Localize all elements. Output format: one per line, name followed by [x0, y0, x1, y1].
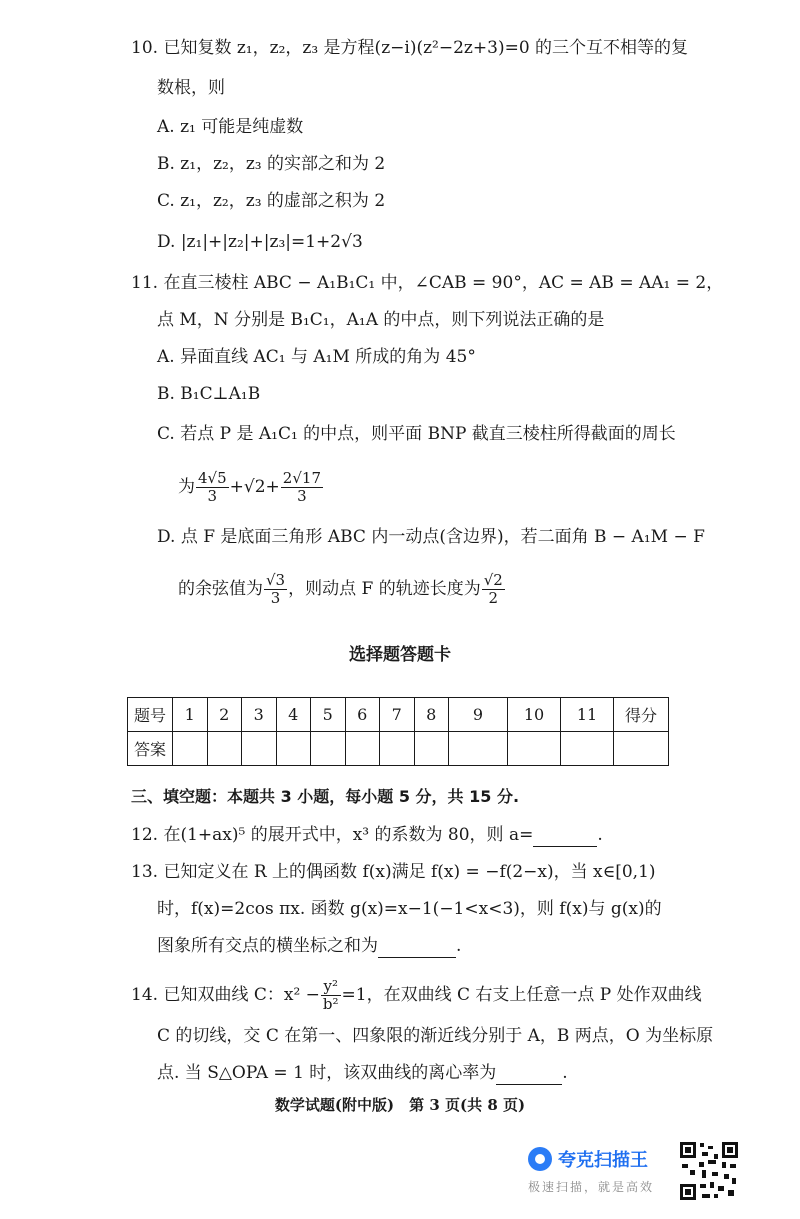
q11-line1: 11. 在直三棱柱 ABC − A₁B₁C₁ 中，∠CAB = 90°，AC = AB = AA₁ = 2，	[131, 273, 724, 293]
answer-card-num-5: 5	[311, 698, 346, 732]
answer-card-num-7: 7	[380, 698, 415, 732]
q11-d-frac2-den: 2	[488, 589, 499, 607]
q11-d-frac2-num: √2	[483, 571, 503, 589]
q11-option-d-line1: D. 点 F 是底面三角形 ABC 内一动点(含边界)，若二面角 B − A₁M − F	[157, 527, 705, 547]
answer-card-number-row	[128, 698, 669, 732]
q13-text: 图象所有交点的横坐标之和为	[157, 936, 378, 956]
q11-c-frac1-den: 3	[207, 487, 218, 505]
q14-fraction	[321, 978, 341, 1013]
q11-c-fraction-1	[196, 470, 229, 505]
q12-line	[131, 823, 603, 847]
q11-d-prefix: 的余弦值为	[178, 579, 263, 599]
q11-c-mid: +√2+	[229, 477, 280, 497]
section3-heading: 三、填空题：本题共 3 小题，每小题 5 分，共 15 分.	[131, 787, 520, 806]
q12-end: .	[597, 825, 603, 845]
answer-cell	[173, 732, 208, 766]
answer-card-num-2: 2	[207, 698, 242, 732]
quark-logo-icon	[528, 1147, 552, 1171]
q10-option-a: A. z₁ 可能是纯虚数	[157, 117, 304, 137]
answer-cell	[449, 732, 508, 766]
q14-frac-den: b²	[322, 995, 339, 1013]
answer-card-title: 选择题答题卡	[349, 645, 451, 665]
q13-answer-blank	[378, 939, 456, 958]
q10-option-c: C. z₁，z₂，z₃ 的虚部之积为 2	[157, 191, 386, 211]
q11-c-fraction-2	[281, 470, 323, 505]
watermark-brand	[528, 1146, 678, 1172]
q11-option-c-line2	[178, 470, 324, 505]
q11-d-mid: ，则动点 F 的轨迹长度为	[288, 579, 481, 599]
qr-code-icon	[678, 1140, 740, 1202]
answer-card-num-3: 3	[242, 698, 277, 732]
q11-c-frac1-num: 4√5	[198, 469, 227, 487]
answer-card-num-1: 1	[173, 698, 208, 732]
answer-card-answer-row	[128, 732, 669, 766]
answer-card-num-9: 9	[449, 698, 508, 732]
answer-cell	[276, 732, 311, 766]
q10-line2: 数根，则	[157, 78, 225, 98]
q11-option-d-line2	[178, 572, 506, 607]
answer-card-num-8: 8	[414, 698, 449, 732]
q11-d-fraction-2	[482, 572, 505, 607]
q14-answer-blank	[496, 1066, 562, 1085]
q11-option-c-line1: C. 若点 P 是 A₁C₁ 的中点，则平面 BNP 截直三棱柱所得截面的周长	[157, 424, 676, 444]
q14-end: .	[562, 1063, 568, 1083]
score-cell	[614, 732, 669, 766]
answer-card-table	[127, 697, 669, 766]
answer-cell	[345, 732, 380, 766]
q13-end: .	[456, 936, 462, 956]
q14-line3	[157, 1061, 568, 1085]
q14-frac-num: y²	[321, 978, 341, 996]
answer-card-num-4: 4	[276, 698, 311, 732]
q11-line2: 点 M，N 分别是 B₁C₁，A₁A 的中点，则下列说法正确的是	[157, 310, 605, 330]
q11-c-prefix: 为	[178, 477, 195, 497]
answer-cell	[561, 732, 614, 766]
q14-line1	[131, 978, 702, 1013]
q11-c-frac2-den: 3	[297, 487, 307, 505]
answer-cell	[242, 732, 277, 766]
page-footer: 数学试题(附中版) 第 3 页(共 8 页)	[274, 1096, 526, 1114]
q10-line1: 10. 已知复数 z₁，z₂，z₃ 是方程(z−i)(z²−2z+3)=0 的三个互不相等的复	[131, 38, 689, 58]
q13-line3	[157, 934, 461, 958]
answer-card-row2-label: 答案	[128, 732, 173, 766]
q13-line2: 时，f(x)=2cos πx. 函数 g(x)=x−1(−1<x<3)，则 f(x)与 g(x)的	[157, 899, 662, 919]
answer-cell	[414, 732, 449, 766]
answer-card-row1-label: 题号	[128, 698, 173, 732]
watermark-subtitle: 极速扫描，就是高效	[528, 1180, 655, 1194]
q14-prefix: 14. 已知双曲线 C：x² −	[131, 985, 320, 1005]
q12-answer-blank	[533, 828, 597, 847]
answer-card-score-label: 得分	[614, 698, 669, 732]
answer-cell	[508, 732, 561, 766]
q10-option-d: D. |z₁|+|z₂|+|z₃|=1+2√3	[157, 232, 363, 252]
q12-text: 12. 在(1+ax)⁵ 的展开式中，x³ 的系数为 80，则 a=	[131, 825, 534, 845]
answer-cell	[311, 732, 346, 766]
watermark-title: 夸克扫描王	[558, 1150, 648, 1171]
scanner-watermark	[528, 1146, 678, 1195]
q14-text: 点. 当 S△OPA = 1 时，该双曲线的离心率为	[157, 1063, 497, 1083]
q14-line2: C 的切线，交 C 在第一、四象限的渐近线分别于 A，B 两点，O 为坐标原	[157, 1026, 714, 1046]
q11-d-frac1-num: √3	[266, 571, 286, 589]
q14-suffix: =1，在双曲线 C 右支上任意一点 P 处作双曲线	[341, 985, 702, 1005]
answer-cell	[380, 732, 415, 766]
q11-option-b: B. B₁C⊥A₁B	[157, 384, 261, 404]
q11-d-fraction-1	[264, 572, 287, 607]
q11-d-frac1-den: 3	[270, 589, 281, 607]
answer-cell	[207, 732, 242, 766]
q10-option-b: B. z₁，z₂，z₃ 的实部之和为 2	[157, 154, 386, 174]
answer-card-num-6: 6	[345, 698, 380, 732]
q13-line1: 13. 已知定义在 R 上的偶函数 f(x)满足 f(x) = −f(2−x)，当 x∈[0,1)	[131, 862, 656, 882]
answer-card-num-11: 11	[561, 698, 614, 732]
answer-card-num-10: 10	[508, 698, 561, 732]
q11-option-a: A. 异面直线 AC₁ 与 A₁M 所成的角为 45°	[157, 347, 476, 367]
q11-c-frac2-num: 2√17	[282, 469, 321, 487]
